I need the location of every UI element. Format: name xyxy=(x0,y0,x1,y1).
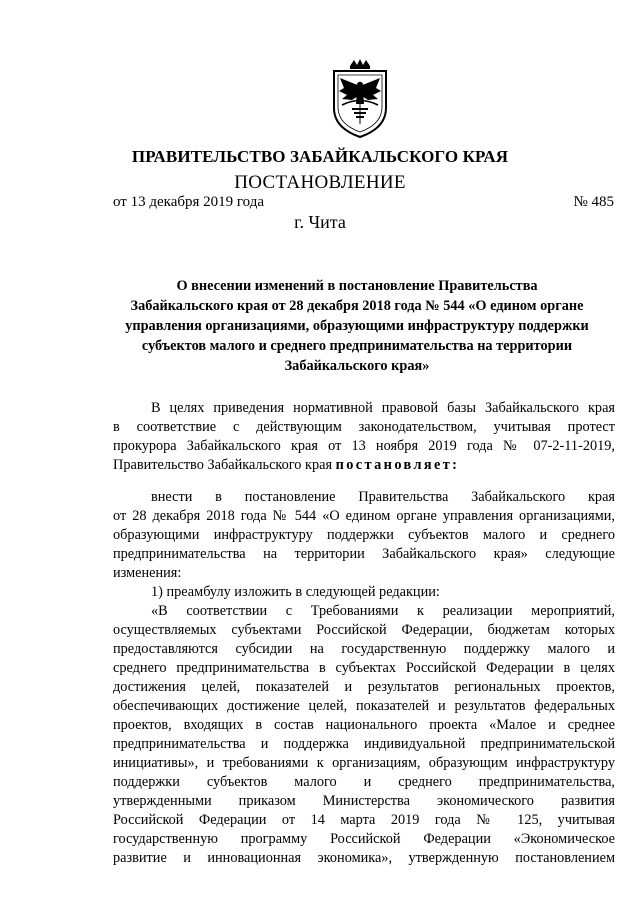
clause-line: от 28 декабря 2018 года № 544 «О едином органе управления организациями, xyxy=(113,508,615,524)
coat-of-arms-icon xyxy=(328,58,392,140)
quote-line: предпринимательства и поддержка индивидуальной предпринимательской xyxy=(113,736,615,752)
clause-line: предпринимательства на территории Забайкальского края» следующие xyxy=(113,546,615,562)
title-line: субъектов малого и среднего предпринимательства на территории xyxy=(141,338,573,354)
preamble-line xyxy=(113,456,615,475)
document-body xyxy=(113,399,615,868)
quote-line: поддержки субъектов малого и среднего предпринимательства, xyxy=(113,774,615,790)
title-line: Забайкальского края от 28 декабря 2018 года № 544 «О едином органе xyxy=(130,298,584,314)
preamble-line: В целях приведения нормативной правовой базы Забайкальского края xyxy=(151,400,615,416)
preamble-last-text: Правительство Забайкальского края xyxy=(113,457,336,473)
document-city: г. Чита xyxy=(294,212,346,232)
quote-line: Российской Федерации от 14 марта 2019 года № 125, учитывая xyxy=(113,812,615,828)
item-1-line: 1) преамбулу изложить в следующей редакции: xyxy=(151,584,440,600)
clause-intro-paragraph xyxy=(113,488,615,583)
quote-line: развитие и инновационная экономика», утвержденную постановлением xyxy=(113,850,615,866)
quote-line: осуществляемых субъектами Российской Федерации, бюджетам которых xyxy=(113,622,615,638)
document-title xyxy=(113,276,601,376)
quote-line: государственную программу Российской Федерации «Экономическое xyxy=(113,831,615,847)
preamble-line: в соответствие с действующим законодательством, учитывая протест xyxy=(113,419,615,435)
quote-line: среднего предпринимательства в субъектах Российской Федерации в целях xyxy=(113,660,615,676)
quote-line: проектов, входящих в состав национального проекта «Малое и среднее xyxy=(113,717,615,733)
preamble-line: прокурора Забайкальского края от 13 ноября 2019 года № 07-2-11-2019, xyxy=(113,438,615,454)
title-line: О внесении изменений в постановление Правительства xyxy=(176,278,538,294)
quote-line: инициативы», и требованиями к организациям, образующим инфраструктуру xyxy=(113,755,615,771)
clause-line: образующими инфраструктуру поддержки субъектов малого и среднего xyxy=(113,527,615,543)
clause-line: внести в постановление Правительства Забайкальского края xyxy=(151,489,615,505)
clause-line: изменения: xyxy=(113,565,182,581)
document-date: от 13 декабря 2019 года xyxy=(113,194,265,210)
organization-name: ПРАВИТЕЛЬСТВО ЗАБАЙКАЛЬСКОГО КРАЯ xyxy=(131,147,509,166)
item-1-paragraph xyxy=(113,583,615,602)
quote-line: достижения целей, показателей и результатов региональных проектов, xyxy=(113,679,615,695)
resolves-word: постановляет: xyxy=(335,457,460,473)
quote-line: утвержденными приказом Министерства экономического развития xyxy=(113,793,615,809)
title-line: Забайкальского края» xyxy=(284,358,430,374)
quote-line: обеспечивающих достижение целей, показателей и результатов федеральных xyxy=(113,698,615,714)
preamble-paragraph xyxy=(113,399,615,475)
title-line: управления организациями, образующими инфраструктуру поддержки xyxy=(125,318,589,334)
quote-line: предоставляются субсидии на государственную поддержку малого и xyxy=(113,641,615,657)
document-type: ПОСТАНОВЛЕНИЕ xyxy=(234,172,406,193)
document-number: № 485 xyxy=(573,194,614,210)
quote-paragraph xyxy=(113,602,615,868)
quote-line: «В соответствии с Требованиями к реализации мероприятий, xyxy=(151,603,615,619)
